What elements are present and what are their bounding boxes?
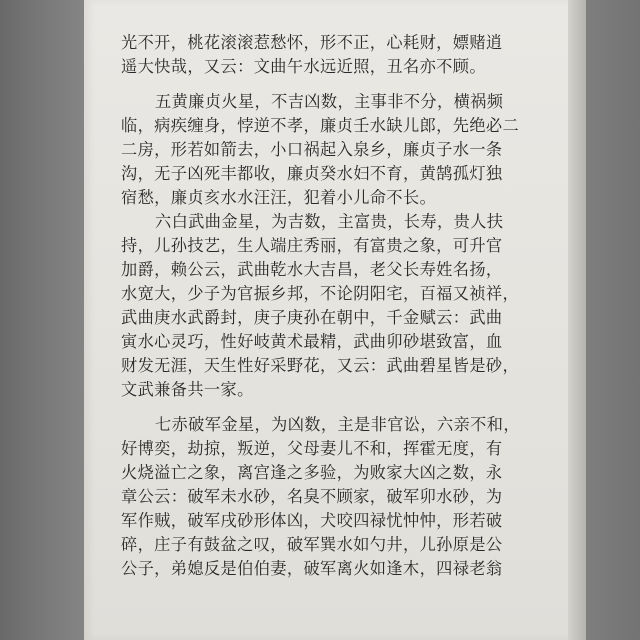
- text-line: 碎，庄子有鼓盆之叹，破军巽水如勺井，儿孙原是公: [121, 535, 503, 554]
- book-page: [84, 0, 572, 640]
- text-line: 水宽大，少子为官振乡邦，不论阴阳宅，百福又祯祥，: [121, 284, 520, 303]
- text-line: 文武兼备共一家。: [121, 380, 254, 399]
- text-line: 遥大快哉，又云：文曲午水远近照，丑名亦不顾。: [121, 57, 486, 76]
- text-line: 财发无涯，天生性好采野花，又云：武曲碧星皆是砂，: [121, 356, 520, 375]
- text-line: 持，儿孙技艺，生人端庄秀丽，有富贵之象，可升官: [121, 236, 503, 255]
- paragraph-2: [121, 90, 543, 210]
- text-line: 光不开，桃花滚滚惹愁怀，形不正，心耗财，嫖赌逍: [121, 33, 503, 52]
- text-line: 五黄廉贞火星，不吉凶数，主事非不分，横祸频: [155, 92, 504, 111]
- text-line: 六白武曲金星，为吉数，主富贵，长寿，贵人扶: [155, 212, 504, 231]
- text-line: 章公云：破军未水砂，名臭不顾家，破军卯水砂，为: [121, 487, 503, 506]
- paragraph-1: [121, 31, 543, 79]
- paragraph-gap: [121, 402, 543, 413]
- paragraph-gap: [121, 79, 543, 90]
- text-line: 宿愁，廉贞亥水水汪汪，犯着小儿命不长。: [121, 188, 437, 207]
- text-line: 沟，无子凶死丰都收，廉贞癸水妇不育，黄鹄孤灯独: [121, 164, 503, 183]
- text-line: 七赤破军金星，为凶数，主是非官讼，六亲不和，: [155, 415, 520, 434]
- paragraph-3: [121, 210, 543, 402]
- text-line: 武曲庚水武爵封，庚子庚孙在朝中，千金赋云：武曲: [121, 308, 503, 327]
- text-line: 军作贼，破军戌砂形体凶，犬咬四禄忧忡忡，形若破: [121, 511, 503, 530]
- paragraph-4: [121, 413, 543, 581]
- text-line: 二房，形若如箭去，小口祸起入泉乡，廉贞子水一条: [121, 140, 503, 159]
- text-line: 好博奕，劫掠，叛逆，父母妻儿不和，挥霍无度，有: [121, 439, 503, 458]
- text-line: 寅水心灵巧，性好岐黄术最精，武曲卯砂堪致富，血: [121, 332, 503, 351]
- text-line: 火烧溢亡之象，离宫逢之多验，为败家大凶之数，永: [121, 463, 503, 482]
- page-text: [121, 31, 543, 581]
- page-edge-shadow: [568, 0, 586, 640]
- left-background: [0, 0, 86, 640]
- text-line: 公子，弟媳反是伯伯妻，破军离火如逢木，四禄老翁: [121, 559, 503, 578]
- text-line: 临，病疾缠身，悖逆不孝，廉贞壬水缺儿郎，先绝必二: [121, 116, 520, 135]
- text-line: 加爵，赖公云，武曲乾水大吉昌，老父长寿姓名扬，: [121, 260, 503, 279]
